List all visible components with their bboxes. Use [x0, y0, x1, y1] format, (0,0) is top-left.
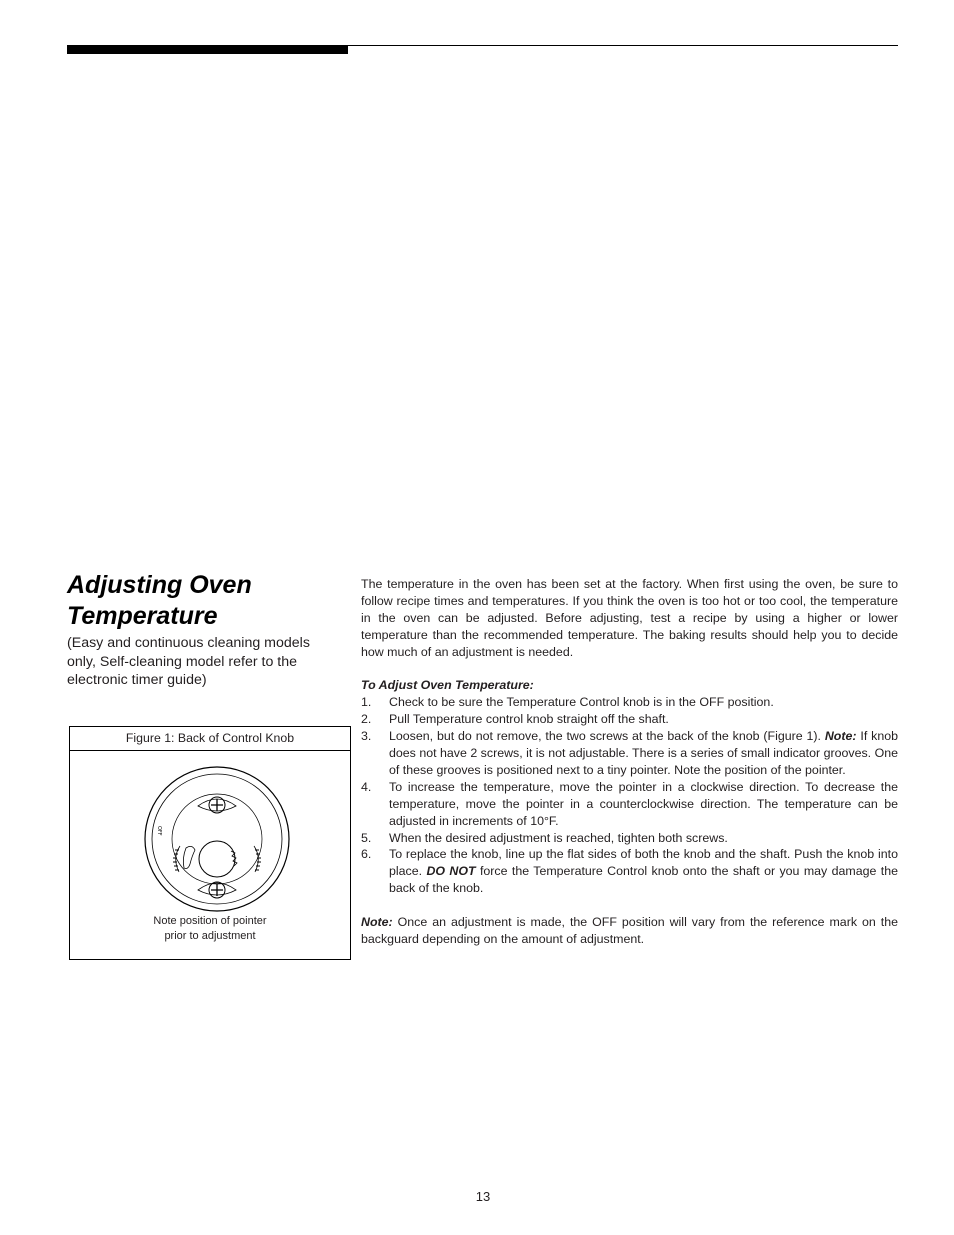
- intro-paragraph: The temperature in the oven has been set at the factory. When first using the oven, be sure to follow recipe times and temperatures. If you think the oven is too hot or too cool, the temperature in the oven can be adjusted. Before adjusting, test a recipe by using a higher or lower temperature than the recommended temperature. The baking results should help you to decide how much of an adjustment is needed.: [361, 577, 898, 659]
- figure-caption: Figure 1: Back of Control Knob: [70, 727, 350, 751]
- step-item: 4. To increase the temperature, move the pointer in a clockwise direction. To decrease the temperature, move the pointer in a counterclockwise direction. The temperature can be adjusted in increments of 10°F.: [361, 779, 898, 828]
- step-item: 6. To replace the knob, line up the flat sides of both the knob and the shaft. Push the knob into place. DO NOT force the Temperature Control knob onto the shaft or you may damage the back of the knob.: [361, 847, 898, 896]
- closing-note-label: Note:: [361, 915, 393, 930]
- page-number: 13: [475, 1189, 491, 1204]
- instructions-column: [361, 576, 898, 948]
- step-item: 1. Check to be sure the Temperature Control knob is in the OFF position.: [361, 695, 774, 710]
- step-warning-label: DO NOT: [426, 864, 476, 879]
- header-rule-thin: [348, 45, 898, 46]
- section-title: Adjusting Oven Temperature: [67, 571, 252, 630]
- step-item: 3. Loosen, but do not remove, the two screws at the back of the knob (Figure 1). Note: If knob does not have 2 screws, it is not adjustable. There is a series of small indicator grooves. One of these grooves is positioned next to a tiny pointer. Note the position of the pointer.: [361, 729, 898, 777]
- control-knob-illustration: [142, 764, 292, 914]
- step-item: 5. When the desired adjustment is reached, tighten both screws.: [361, 830, 728, 845]
- figure-control-knob: [69, 726, 351, 960]
- dial-off-marking: OFF: [156, 826, 162, 836]
- header-rule-thick: [67, 45, 348, 54]
- step-note-label: Note:: [824, 729, 857, 744]
- procedure-heading: To Adjust Oven Temperature:: [361, 678, 534, 693]
- procedure-steps: [361, 694, 898, 897]
- step-item: 2. Pull Temperature control knob straight off the shaft.: [361, 712, 669, 727]
- figure-note: Note position of pointer prior to adjustment: [153, 915, 267, 942]
- section-subtitle: (Easy and continuous cleaning models only, Self-cleaning model refer to the electronic timer guide): [67, 635, 310, 688]
- closing-note: [361, 914, 898, 948]
- closing-note-text: Once an adjustment is made, the OFF position will vary from the reference mark on the backguard depending on the amount of adjustment.: [361, 915, 898, 946]
